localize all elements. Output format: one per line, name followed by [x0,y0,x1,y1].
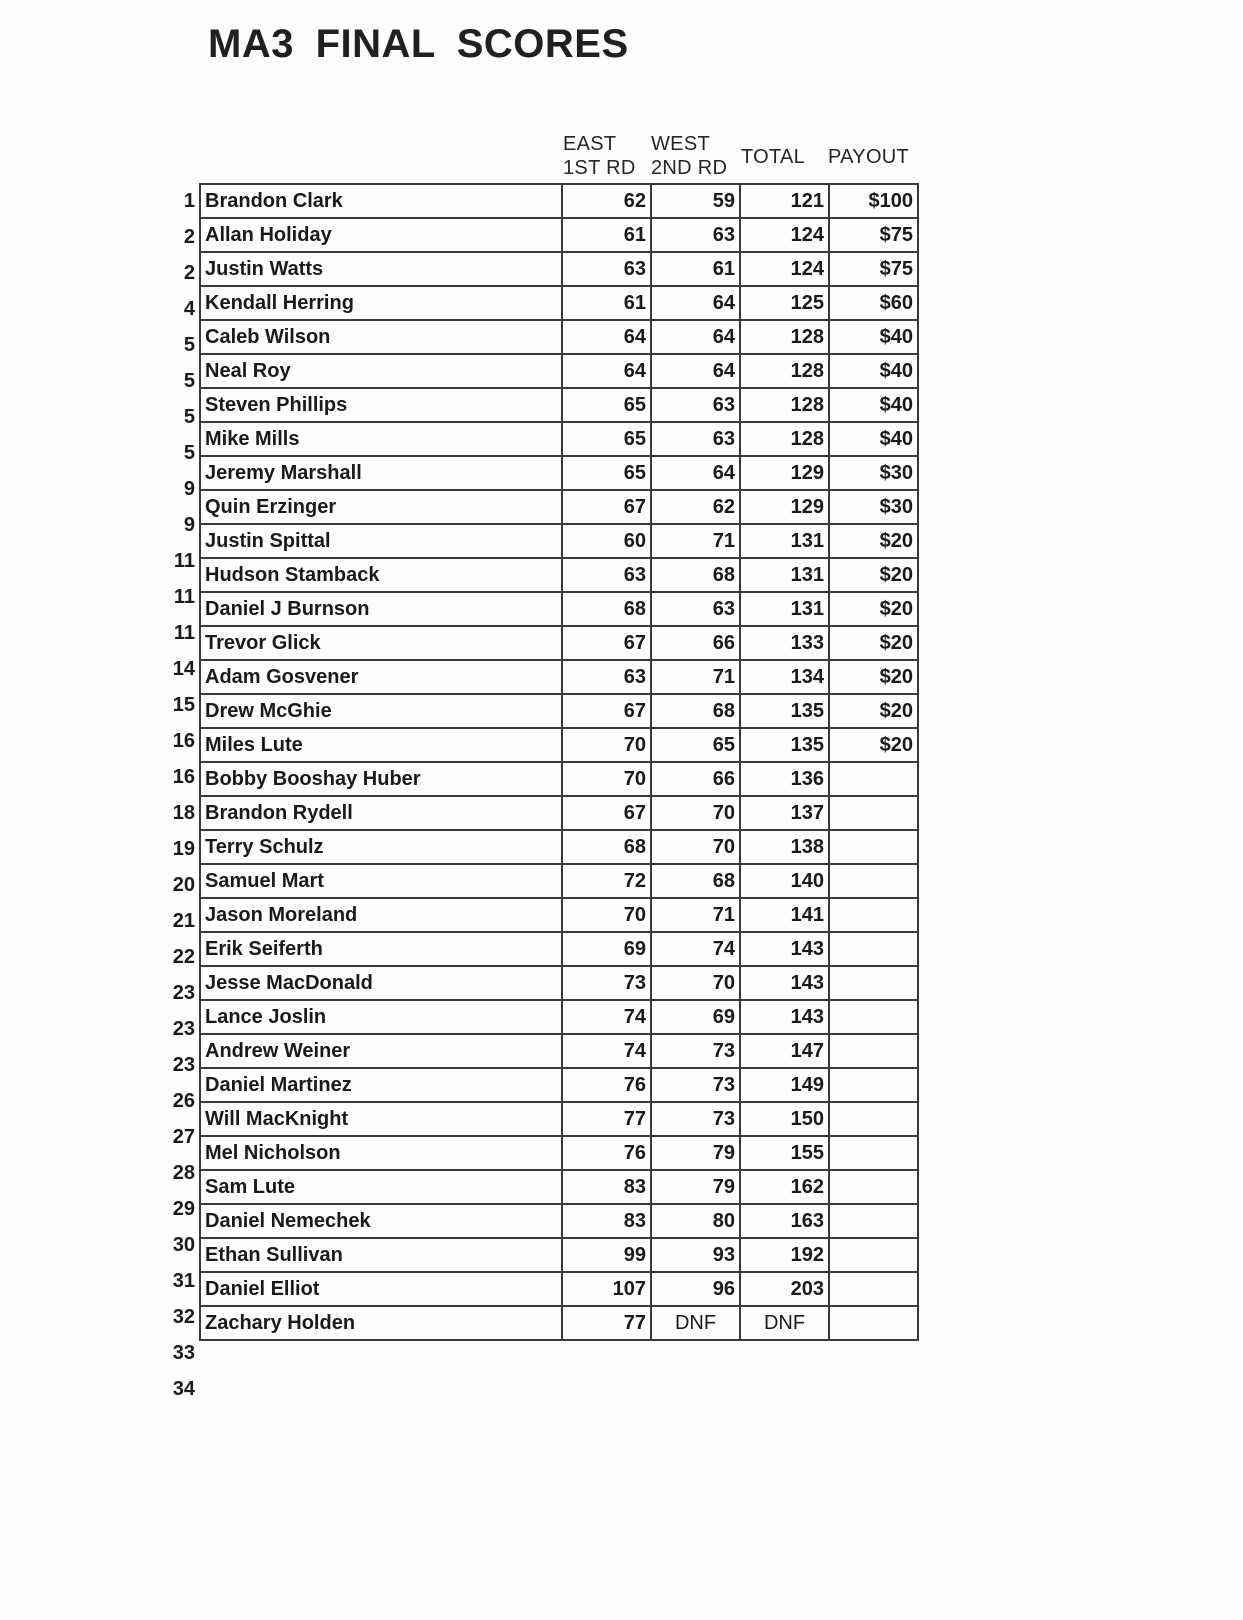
total-score-cell: 143 [740,1000,829,1034]
rank-cell: 5 [183,370,195,392]
payout-cell: $20 [829,728,918,762]
payout-cell: $20 [829,660,918,694]
rank-cell: 16 [172,730,195,752]
payout-cell: $100 [829,184,918,218]
west-score-cell: 63 [651,592,740,626]
west-score-cell: 65 [651,728,740,762]
player-name-cell: Daniel Martinez [200,1068,562,1102]
east-score-cell: 60 [562,524,651,558]
player-name-cell: Caleb Wilson [200,320,562,354]
player-name-cell: Sam Lute [200,1170,562,1204]
table-row [200,762,918,796]
total-score-cell: DNF [740,1306,829,1340]
payout-cell: $40 [829,388,918,422]
rank-cell: 22 [172,946,195,968]
player-name-cell: Zachary Holden [200,1306,562,1340]
rank-cell: 23 [172,1018,195,1040]
table-row [200,524,918,558]
table-row [200,728,918,762]
payout-cell [829,966,918,1000]
player-name-cell: Adam Gosvener [200,660,562,694]
east-score-cell: 67 [562,490,651,524]
rank-cell: 30 [172,1234,195,1256]
payout-cell: $20 [829,592,918,626]
table-row [200,592,918,626]
payout-cell [829,1204,918,1238]
east-score-cell: 64 [562,354,651,388]
table-row [200,1034,918,1068]
column-header-total: TOTAL [741,146,806,168]
table-row [200,388,918,422]
total-score-cell: 124 [740,218,829,252]
table-row [200,1272,918,1306]
east-score-cell: 70 [562,762,651,796]
player-name-cell: Samuel Mart [200,864,562,898]
scores-table [199,183,919,1341]
table-row [200,1238,918,1272]
total-score-cell: 143 [740,932,829,966]
column-header-west-line2: 2ND RD [651,157,728,179]
total-score-cell: 143 [740,966,829,1000]
table-row [200,456,918,490]
west-score-cell: 79 [651,1170,740,1204]
rank-cell: 5 [183,334,195,356]
total-score-cell: 141 [740,898,829,932]
total-score-cell: 129 [740,456,829,490]
west-score-cell: 73 [651,1102,740,1136]
west-score-cell: 64 [651,354,740,388]
payout-cell [829,1000,918,1034]
rank-cell: 21 [172,910,195,932]
rank-cell: 31 [172,1270,195,1292]
total-score-cell: 121 [740,184,829,218]
payout-cell: $30 [829,456,918,490]
rank-cell: 1 [183,190,195,212]
east-score-cell: 61 [562,286,651,320]
east-score-cell: 74 [562,1034,651,1068]
east-score-cell: 76 [562,1068,651,1102]
column-header-east [563,132,636,180]
total-score-cell: 128 [740,388,829,422]
table-row [200,320,918,354]
total-score-cell: 128 [740,354,829,388]
table-row [200,864,918,898]
total-score-cell: 128 [740,320,829,354]
west-score-cell: 63 [651,388,740,422]
player-name-cell: Lance Joslin [200,1000,562,1034]
payout-cell: $75 [829,252,918,286]
player-name-cell: Kendall Herring [200,286,562,320]
table-row [200,1170,918,1204]
total-score-cell: 135 [740,728,829,762]
total-score-cell: 131 [740,558,829,592]
west-score-cell: 96 [651,1272,740,1306]
total-score-cell: 149 [740,1068,829,1102]
east-score-cell: 67 [562,694,651,728]
east-score-cell: 76 [562,1136,651,1170]
rank-cell: 27 [172,1126,195,1148]
rank-column [164,183,197,1407]
rank-cell: 20 [172,874,195,896]
table-row [200,626,918,660]
east-score-cell: 61 [562,218,651,252]
total-score-cell: 137 [740,796,829,830]
total-score-cell: 138 [740,830,829,864]
payout-cell [829,1102,918,1136]
total-score-cell: 128 [740,422,829,456]
payout-cell [829,796,918,830]
table-row [200,1102,918,1136]
total-score-cell: 131 [740,592,829,626]
total-score-cell: 129 [740,490,829,524]
table-row [200,1068,918,1102]
east-score-cell: 74 [562,1000,651,1034]
west-score-cell: 63 [651,218,740,252]
east-score-cell: 62 [562,184,651,218]
player-name-cell: Miles Lute [200,728,562,762]
payout-cell [829,898,918,932]
rank-cell: 18 [172,802,195,824]
west-score-cell: 70 [651,796,740,830]
player-name-cell: Drew McGhie [200,694,562,728]
scores-table-body [200,184,918,1340]
rank-cell: 15 [172,694,195,716]
rank-cell: 32 [172,1306,195,1328]
west-score-cell: 73 [651,1068,740,1102]
payout-cell: $20 [829,626,918,660]
rank-cell: 23 [172,982,195,1004]
player-name-cell: Neal Roy [200,354,562,388]
rank-cell: 2 [183,262,195,284]
east-score-cell: 99 [562,1238,651,1272]
east-score-cell: 77 [562,1102,651,1136]
rank-cell: 34 [172,1378,195,1400]
west-score-cell: 64 [651,320,740,354]
table-row [200,354,918,388]
table-row [200,184,918,218]
rank-cell: 9 [183,514,195,536]
payout-cell [829,762,918,796]
west-score-cell: 79 [651,1136,740,1170]
west-score-cell: 68 [651,558,740,592]
east-score-cell: 68 [562,592,651,626]
payout-cell [829,1170,918,1204]
west-score-cell: 71 [651,524,740,558]
west-score-cell: 70 [651,966,740,1000]
table-row [200,694,918,728]
rank-cell: 5 [183,406,195,428]
east-score-cell: 65 [562,422,651,456]
rank-cell: 2 [183,226,195,248]
west-score-cell: 64 [651,286,740,320]
player-name-cell: Terry Schulz [200,830,562,864]
west-score-cell: 68 [651,694,740,728]
player-name-cell: Mel Nicholson [200,1136,562,1170]
player-name-cell: Brandon Rydell [200,796,562,830]
east-score-cell: 69 [562,932,651,966]
rank-cell: 14 [172,658,195,680]
west-score-cell: 62 [651,490,740,524]
west-score-cell: DNF [651,1306,740,1340]
column-header-east-line1: EAST [563,133,617,155]
east-score-cell: 107 [562,1272,651,1306]
column-header-west-line1: WEST [651,133,710,155]
player-name-cell: Jason Moreland [200,898,562,932]
payout-cell: $20 [829,558,918,592]
east-score-cell: 67 [562,626,651,660]
rank-cell: 28 [172,1162,195,1184]
east-score-cell: 83 [562,1170,651,1204]
total-score-cell: 134 [740,660,829,694]
payout-cell [829,932,918,966]
payout-cell [829,864,918,898]
payout-cell: $30 [829,490,918,524]
west-score-cell: 64 [651,456,740,490]
table-row [200,660,918,694]
rank-cell: 26 [172,1090,195,1112]
rank-cell: 33 [172,1342,195,1364]
table-row [200,1306,918,1340]
player-name-cell: Hudson Stamback [200,558,562,592]
east-score-cell: 72 [562,864,651,898]
rank-cell: 11 [173,550,195,572]
west-score-cell: 80 [651,1204,740,1238]
payout-cell [829,1034,918,1068]
player-name-cell: Bobby Booshay Huber [200,762,562,796]
east-score-cell: 65 [562,456,651,490]
payout-cell [829,830,918,864]
total-score-cell: 140 [740,864,829,898]
east-score-cell: 70 [562,898,651,932]
total-score-cell: 136 [740,762,829,796]
total-score-cell: 163 [740,1204,829,1238]
player-name-cell: Allan Holiday [200,218,562,252]
payout-cell: $40 [829,354,918,388]
player-name-cell: Erik Seiferth [200,932,562,966]
east-score-cell: 65 [562,388,651,422]
column-header-east-line2: 1ST RD [563,157,636,179]
total-score-cell: 125 [740,286,829,320]
table-row [200,796,918,830]
rank-cell: 11 [173,586,195,608]
payout-cell: $40 [829,422,918,456]
player-name-cell: Mike Mills [200,422,562,456]
west-score-cell: 70 [651,830,740,864]
table-row [200,1136,918,1170]
player-name-cell: Daniel Nemechek [200,1204,562,1238]
rank-cell: 16 [172,766,195,788]
player-name-cell: Jeremy Marshall [200,456,562,490]
rank-cell: 19 [172,838,195,860]
payout-cell: $20 [829,524,918,558]
west-score-cell: 66 [651,626,740,660]
total-score-cell: 147 [740,1034,829,1068]
player-name-cell: Quin Erzinger [200,490,562,524]
west-score-cell: 71 [651,660,740,694]
total-score-cell: 162 [740,1170,829,1204]
east-score-cell: 63 [562,558,651,592]
player-name-cell: Justin Watts [200,252,562,286]
player-name-cell: Steven Phillips [200,388,562,422]
player-name-cell: Ethan Sullivan [200,1238,562,1272]
payout-cell: $60 [829,286,918,320]
east-score-cell: 70 [562,728,651,762]
table-row [200,966,918,1000]
total-score-cell: 155 [740,1136,829,1170]
table-row [200,1204,918,1238]
rank-cell: 9 [183,478,195,500]
table-row [200,898,918,932]
east-score-cell: 77 [562,1306,651,1340]
player-name-cell: Daniel Elliot [200,1272,562,1306]
east-score-cell: 68 [562,830,651,864]
player-name-cell: Jesse MacDonald [200,966,562,1000]
east-score-cell: 63 [562,660,651,694]
payout-cell [829,1238,918,1272]
total-score-cell: 133 [740,626,829,660]
table-row [200,830,918,864]
west-score-cell: 59 [651,184,740,218]
rank-cell: 23 [172,1054,195,1076]
west-score-cell: 61 [651,252,740,286]
column-header-payout: PAYOUT [828,146,910,168]
payout-cell [829,1068,918,1102]
west-score-cell: 69 [651,1000,740,1034]
player-name-cell: Daniel J Burnson [200,592,562,626]
player-name-cell: Trevor Glick [200,626,562,660]
rank-cell: 29 [172,1198,195,1220]
total-score-cell: 135 [740,694,829,728]
page-title: MA3 FINAL SCORES [208,22,629,66]
column-header-west [651,132,727,180]
west-score-cell: 73 [651,1034,740,1068]
east-score-cell: 67 [562,796,651,830]
total-score-cell: 131 [740,524,829,558]
player-name-cell: Brandon Clark [200,184,562,218]
rank-cell: 4 [183,298,195,320]
payout-cell [829,1136,918,1170]
west-score-cell: 74 [651,932,740,966]
east-score-cell: 64 [562,320,651,354]
payout-cell [829,1306,918,1340]
west-score-cell: 66 [651,762,740,796]
table-row [200,286,918,320]
payout-cell: $75 [829,218,918,252]
player-name-cell: Justin Spittal [200,524,562,558]
table-row [200,1000,918,1034]
east-score-cell: 63 [562,252,651,286]
total-score-cell: 124 [740,252,829,286]
table-row [200,490,918,524]
player-name-cell: Andrew Weiner [200,1034,562,1068]
payout-cell: $20 [829,694,918,728]
west-score-cell: 68 [651,864,740,898]
player-name-cell: Will MacKnight [200,1102,562,1136]
west-score-cell: 93 [651,1238,740,1272]
west-score-cell: 63 [651,422,740,456]
total-score-cell: 203 [740,1272,829,1306]
table-row [200,252,918,286]
rank-cell: 5 [183,442,195,464]
west-score-cell: 71 [651,898,740,932]
east-score-cell: 83 [562,1204,651,1238]
rank-cell: 11 [173,622,195,644]
table-row [200,218,918,252]
payout-cell [829,1272,918,1306]
table-row [200,422,918,456]
total-score-cell: 150 [740,1102,829,1136]
total-score-cell: 192 [740,1238,829,1272]
table-row [200,558,918,592]
east-score-cell: 73 [562,966,651,1000]
payout-cell: $40 [829,320,918,354]
table-row [200,932,918,966]
